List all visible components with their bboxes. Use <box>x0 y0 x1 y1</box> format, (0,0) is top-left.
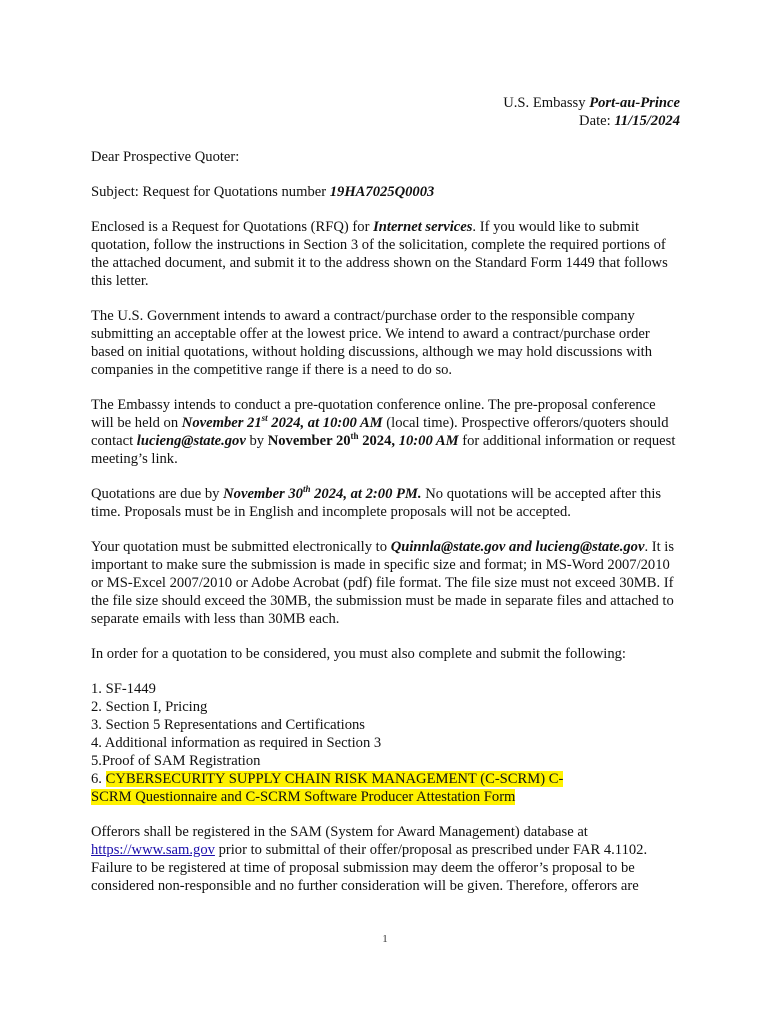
enclosed-text-rest: . If you would like to submit quotation, follow the instructions in Section 3 of the solicitation, complete the required portions of the attached document, and submit it to the address shown on the Standard Form 1449 that follows this letter. <box>91 219 668 289</box>
due-date: November 30th 2024, at 2:00 PM. <box>223 484 422 502</box>
subject-prefix: Subject: Request for Quotations number <box>91 184 330 200</box>
rfq-number: 19HA7025Q0003 <box>329 184 435 200</box>
submission-emails: Quinnla@state.gov and lucieng@state.gov <box>390 539 645 555</box>
paragraph-order: In order for a quotation to be considered, you must also complete and submit the following: <box>91 646 626 662</box>
embassy-line <box>503 94 680 112</box>
service-name: Internet services <box>373 219 473 235</box>
list-item: 4. Additional information as required in Section 3 <box>91 735 382 751</box>
salutation: Dear Prospective Quoter: <box>91 149 240 165</box>
enclosed-text: Enclosed is a Request for Quotations (RFQ) for <box>91 219 374 235</box>
subject-line <box>91 183 681 201</box>
conference-text: The Embassy intends to conduct a pre-quotation conference online. The pre-proposal conference will be held on <box>91 397 656 431</box>
paragraph-government: The U.S. Government intends to award a contract/purchase order to the responsible company submitting an acceptable offer at the lowest price. We intend to award a contract/purchase order based on initial quotations, without holding discussions, although we may hold discussions with companies in the competitive range if there is a need to do so. <box>91 308 653 378</box>
sam-text-rest: prior to submittal of their offer/proposal as prescribed under FAR 4.1102. Failure to be registered at time of proposal submission may deem the offeror’s proposal to be considered non-responsible and no further consideration will be given. Therefore, offerors are <box>91 842 648 894</box>
due-text: Quotations are due by <box>91 486 224 502</box>
submit-text: Your quotation must be submitted electronically to <box>91 539 391 555</box>
paragraph-submit <box>91 538 681 628</box>
letter-body <box>91 148 681 912</box>
paragraph-conference: The Embassy intends to conduct a pre-quotation conference online. The pre-proposal conference will be held on November 21st 2024, at 10:00 AM (local time). Prospective offerors/quoters should contact lucieng@state.gov by November 20th 2024, 10:00 AM for additional information or request meeting’s link. <box>91 397 676 467</box>
date-value: 11/15/2024 <box>614 113 680 129</box>
letter-header <box>503 94 680 130</box>
date-line <box>503 112 680 130</box>
list-item-highlighted-cont <box>91 788 681 806</box>
paragraph-sam <box>91 823 681 895</box>
sam-text: Offerors shall be registered in the SAM (System for Award Management) database at <box>91 824 588 840</box>
paragraph-enclosed <box>91 218 681 290</box>
paragraph-due <box>91 485 681 521</box>
conference-date: November 21st 2024, at 10:00 AM <box>181 413 383 431</box>
conference-text-3: for additional information or request meeting’s link. <box>91 433 676 467</box>
requirements-list <box>91 680 681 806</box>
date-prefix: Date: <box>579 113 615 129</box>
list-item: 3. Section 5 Representations and Certifications <box>91 717 365 733</box>
contact-email: lucieng@state.gov <box>136 433 246 449</box>
highlight-cscrm-line1: CYBERSECURITY SUPPLY CHAIN RISK MANAGEMENT (C-SCRM) C- <box>105 771 564 787</box>
embassy-city: Port-au-Prince <box>589 95 680 111</box>
list-item: 2. Section I, Pricing <box>91 699 208 715</box>
sam-gov-link[interactable]: https://www.sam.gov <box>91 842 215 858</box>
list-item-highlighted: 6. CYBERSECURITY SUPPLY CHAIN RISK MANAGEMENT (C-SCRM) C- <box>91 771 564 787</box>
due-text-rest: No quotations will be accepted after this time. Proposals must be in English and incomplete proposals will not be accepted. <box>91 486 662 520</box>
conference-text-2: (local time). Prospective offerors/quoters should contact <box>91 415 669 449</box>
embassy-prefix: U.S. Embassy <box>503 95 590 111</box>
submit-text-rest: . It is important to make sure the submission is made in specific size and format; in MS-Word 2007/2010 or MS-Excel 2007/2010 or Adobe Acrobat (pdf) file format. The file size must not exceed 30MB. If the file size should exceed the 30MB, the submission must be made in separate files and attached to separate emails with less than 30MB each. <box>91 539 675 627</box>
contact-deadline: November 20th 2024, 10:00 AM <box>267 431 459 449</box>
highlight-cscrm-line2: SCRM Questionnaire and C-SCRM Software Producer Attestation Form <box>91 789 516 805</box>
list-item: 5.Proof of SAM Registration <box>91 753 261 769</box>
list-item: 1. SF-1449 <box>91 681 156 697</box>
page-number: 1 <box>382 933 388 945</box>
